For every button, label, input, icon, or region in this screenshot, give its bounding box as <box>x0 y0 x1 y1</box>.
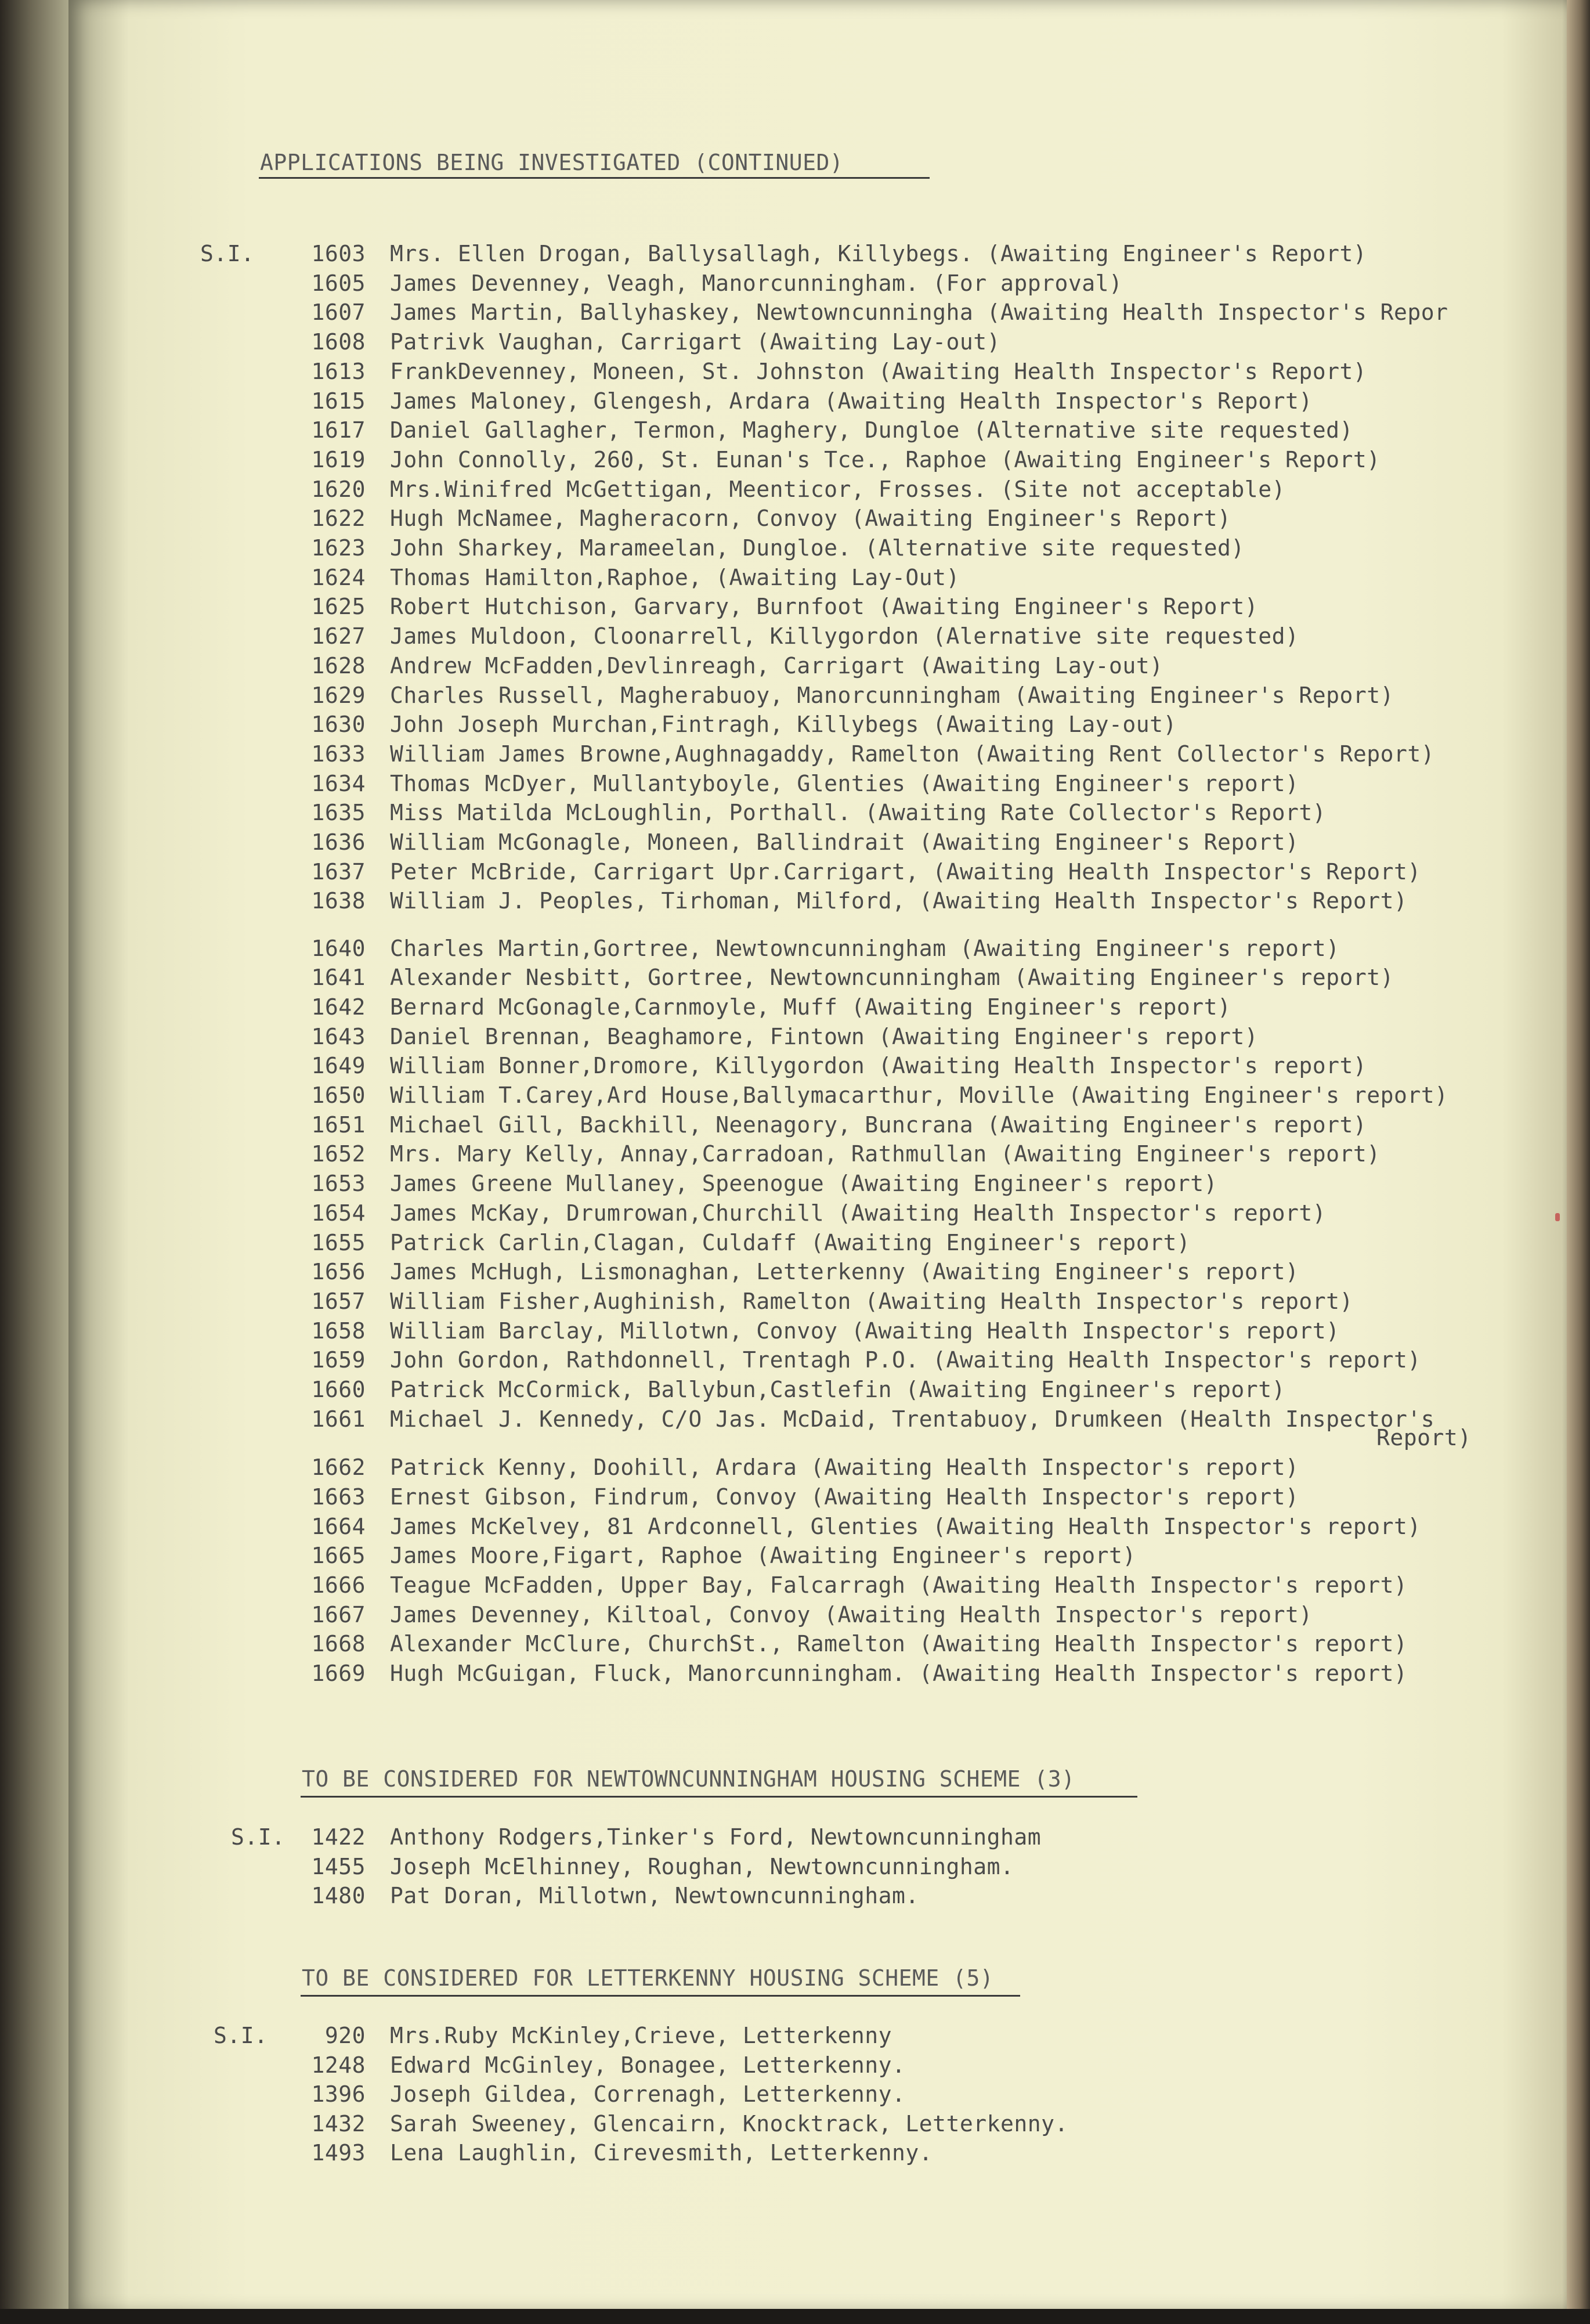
applicant-details: James Maloney, Glengesh, Ardara (Awaiting Health Inspector's Report) <box>390 388 1313 414</box>
application-number: 1655 <box>311 1229 366 1255</box>
application-number: 1653 <box>311 1171 366 1197</box>
applicant-details: James McKelvey, 81 Ardconnell, Glenties (Awaiting Health Inspector's report) <box>390 1513 1421 1539</box>
applicant-details: James Devenney, Veagh, Manorcunningham. (For approval) <box>390 270 1123 296</box>
applicant-details: Hugh McNamee, Magheracorn, Convoy (Awaiting Engineer's Report) <box>390 506 1231 532</box>
applicant-details: Michael J. Kennedy, C/O Jas. McDaid, Trentabuoy, Drumkeen (Health Inspector's <box>390 1406 1435 1432</box>
applicant-details: William J. Peoples, Tirhoman, Milford, (Awaiting Health Inspector's Report) <box>390 888 1408 914</box>
applicant-details: John Sharkey, Marameelan, Dungloe. (Alternative site requested) <box>390 535 1245 561</box>
application-number: 1627 <box>311 623 366 649</box>
applicant-details: Charles Russell, Magherabuoy, Manorcunningham (Awaiting Engineer's Report) <box>390 682 1394 708</box>
applicant-details: Mrs. Mary Kelly, Annay,Carradoan, Rathmullan (Awaiting Engineer's report) <box>390 1141 1381 1167</box>
application-number: 1661 <box>311 1406 366 1432</box>
application-number: 1603 <box>311 241 366 266</box>
si-prefix: S.I. <box>231 1824 286 1850</box>
applicant-details: Hugh McGuigan, Fluck, Manorcunningham. (Awaiting Health Inspector's report) <box>390 1661 1408 1687</box>
applicant-details-continued: Report) <box>1376 1425 1472 1451</box>
application-number: 1396 <box>311 2081 366 2107</box>
application-number: 1455 <box>311 1853 366 1879</box>
application-number: 1637 <box>311 858 366 885</box>
application-number: 1633 <box>311 741 366 767</box>
application-number: 1634 <box>311 770 366 796</box>
applicant-details: Joseph McElhinney, Roughan, Newtowncunningham. <box>390 1853 1014 1879</box>
applicant-details: James Martin, Ballyhaskey, Newtowncunningha (Awaiting Health Inspector's Repor <box>390 299 1448 326</box>
application-number: 1650 <box>311 1082 366 1109</box>
application-number: 1666 <box>311 1572 366 1598</box>
section-heading-underline <box>301 1796 1137 1798</box>
application-number: 1667 <box>311 1601 366 1627</box>
application-number: 1651 <box>311 1112 366 1138</box>
application-number: 1668 <box>311 1631 366 1657</box>
application-number: 1638 <box>311 888 366 914</box>
application-number: 1642 <box>311 994 366 1020</box>
applicant-details: Thomas Hamilton,Raphoe, (Awaiting Lay-Out) <box>390 564 960 590</box>
applicant-details: Patrick Carlin,Clagan, Culdaff (Awaiting Engineer's report) <box>390 1229 1191 1255</box>
applicant-details: Miss Matilda McLoughlin, Porthall. (Awaiting Rate Collector's Report) <box>390 800 1327 826</box>
application-number: 1625 <box>311 594 366 620</box>
applicant-details: Daniel Gallagher, Termon, Maghery, Dungloe (Alternative site requested) <box>390 417 1353 443</box>
applicant-details: Pat Doran, Millotwn, Newtowncunningham. <box>390 1883 919 1908</box>
applicant-details: John Joseph Murchan,Fintragh, Killybegs (Awaiting Lay-out) <box>390 712 1177 738</box>
application-number: 1608 <box>311 329 366 355</box>
application-number: 1624 <box>311 564 366 590</box>
application-number: 1493 <box>311 2140 366 2166</box>
application-number: 1623 <box>311 535 366 561</box>
application-number: 1640 <box>311 935 366 961</box>
applicant-details: John Connolly, 260, St. Eunan's Tce., Raphoe (Awaiting Engineer's Report) <box>390 446 1381 472</box>
applicant-details: William James Browne,Aughnagaddy, Ramelton (Awaiting Rent Collector's Report) <box>390 741 1435 767</box>
applicant-details: James McKay, Drumrowan,Churchill (Awaiting Health Inspector's report) <box>390 1200 1327 1226</box>
application-number: 1641 <box>311 965 366 991</box>
section-heading-underline <box>301 1995 1020 1997</box>
applicant-details: Ernest Gibson, Findrum, Convoy (Awaiting Health Inspector's report) <box>390 1484 1299 1510</box>
applicant-details: William Bonner,Dromore, Killygordon (Awaiting Health Inspector's report) <box>390 1053 1367 1079</box>
application-number: 1659 <box>311 1347 366 1373</box>
application-number: 1635 <box>311 800 366 826</box>
applicant-details: Alexander Nesbitt, Gortree, Newtowncunningham (Awaiting Engineer's report) <box>390 965 1394 991</box>
application-number: 1617 <box>311 417 366 443</box>
application-number: 1422 <box>311 1824 366 1850</box>
application-number: 1643 <box>311 1023 366 1049</box>
applicant-details: Daniel Brennan, Beaghamore, Fintown (Awaiting Engineer's report) <box>390 1023 1259 1049</box>
application-number: 1662 <box>311 1455 366 1481</box>
applicant-details: James Moore,Figart, Raphoe (Awaiting Engineer's report) <box>390 1543 1136 1569</box>
applicant-details: Mrs.Ruby McKinley,Crieve, Letterkenny <box>390 2023 892 2048</box>
section-heading-underline <box>259 177 930 179</box>
application-number: 1605 <box>311 270 366 296</box>
application-number: 1654 <box>311 1200 366 1226</box>
application-number: 1657 <box>311 1288 366 1314</box>
application-number: 1620 <box>311 476 366 502</box>
applicant-details: Mrs.Winifred McGettigan, Meenticor, Frosses. (Site not acceptable) <box>390 476 1285 502</box>
application-number: 1658 <box>311 1318 366 1344</box>
section-heading-letterkenny: TO BE CONSIDERED FOR LETTERKENNY HOUSING SCHEME (5) <box>302 1965 994 1991</box>
application-number: 1660 <box>311 1377 366 1403</box>
application-number: 1629 <box>311 682 366 708</box>
applicant-details: William T.Carey,Ard House,Ballymacarthur, Moville (Awaiting Engineer's report) <box>390 1082 1448 1109</box>
application-number: 1663 <box>311 1484 366 1510</box>
applicant-details: Patrivk Vaughan, Carrigart (Awaiting Lay-out) <box>390 329 1001 355</box>
application-number: 1665 <box>311 1543 366 1569</box>
applicant-details: Robert Hutchison, Garvary, Burnfoot (Awaiting Engineer's Report) <box>390 594 1259 620</box>
application-number: 920 <box>324 2023 366 2048</box>
applicant-details: James Muldoon, Cloonarrell, Killygordon (Alernative site requested) <box>390 623 1299 649</box>
application-number: 1630 <box>311 712 366 738</box>
application-number: 1613 <box>311 358 366 384</box>
application-number: 1615 <box>311 388 366 414</box>
application-number: 1480 <box>311 1883 366 1908</box>
applicant-details: Edward McGinley, Bonagee, Letterkenny. <box>390 2052 906 2078</box>
applicant-details: FrankDevenney, Moneen, St. Johnston (Awaiting Health Inspector's Report) <box>390 358 1367 384</box>
application-number: 1664 <box>311 1513 366 1539</box>
si-prefix: S.I. <box>200 241 255 266</box>
applicant-details: Thomas McDyer, Mullantyboyle, Glenties (Awaiting Engineer's report) <box>390 770 1299 796</box>
applicant-details: Patrick McCormick, Ballybun,Castlefin (Awaiting Engineer's report) <box>390 1377 1285 1403</box>
applicant-details: James McHugh, Lismonaghan, Letterkenny (Awaiting Engineer's report) <box>390 1259 1299 1285</box>
application-number: 1669 <box>311 1661 366 1687</box>
applicant-details: James Greene Mullaney, Speenogue (Awaiting Engineer's report) <box>390 1171 1218 1197</box>
application-number: 1656 <box>311 1259 366 1285</box>
applicant-details: Anthony Rodgers,Tinker's Ford, Newtowncunningham <box>390 1824 1042 1850</box>
applicant-details: Lena Laughlin, Cirevesmith, Letterkenny. <box>390 2140 933 2166</box>
applicant-details: Michael Gill, Backhill, Neenagory, Buncrana (Awaiting Engineer's report) <box>390 1112 1367 1138</box>
section-heading-investigated: APPLICATIONS BEING INVESTIGATED (CONTINUED) <box>260 150 844 175</box>
application-number: 1628 <box>311 652 366 679</box>
applicant-details: William Fisher,Aughinish, Ramelton (Awaiting Health Inspector's report) <box>390 1288 1353 1314</box>
applicant-details: Peter McBride, Carrigart Upr.Carrigart, (Awaiting Health Inspector's Report) <box>390 858 1421 885</box>
application-number: 1652 <box>311 1141 366 1167</box>
applicant-details: Sarah Sweeney, Glencairn, Knocktrack, Letterkenny. <box>390 2110 1068 2137</box>
applicant-details: Bernard McGonagle,Carnmoyle, Muff (Awaiting Engineer's report) <box>390 994 1231 1020</box>
application-number: 1636 <box>311 829 366 855</box>
applicant-details: Mrs. Ellen Drogan, Ballysallagh, Killybegs. (Awaiting Engineer's Report) <box>390 241 1367 266</box>
applicant-details: Patrick Kenny, Doohill, Ardara (Awaiting Health Inspector's report) <box>390 1455 1299 1481</box>
applicant-details: Teague McFadden, Upper Bay, Falcarragh (Awaiting Health Inspector's report) <box>390 1572 1408 1598</box>
application-number: 1248 <box>311 2052 366 2078</box>
application-number: 1607 <box>311 299 366 326</box>
section-heading-newtowncunningham: TO BE CONSIDERED FOR NEWTOWNCUNNINGHAM HOUSING SCHEME (3) <box>302 1766 1075 1792</box>
applicant-details: James Devenney, Kiltoal, Convoy (Awaiting Health Inspector's report) <box>390 1601 1313 1627</box>
si-prefix: S.I. <box>214 2023 268 2048</box>
applicant-details: Joseph Gildea, Correnagh, Letterkenny. <box>390 2081 906 2107</box>
applicant-details: Alexander McClure, ChurchSt., Ramelton (Awaiting Health Inspector's report) <box>390 1631 1408 1657</box>
application-number: 1622 <box>311 506 366 532</box>
application-number: 1619 <box>311 446 366 472</box>
applicant-details: William McGonagle, Moneen, Ballindrait (Awaiting Engineer's Report) <box>390 829 1299 855</box>
applicant-details: Andrew McFadden,Devlinreagh, Carrigart (Awaiting Lay-out) <box>390 652 1163 679</box>
applicant-details: Charles Martin,Gortree, Newtowncunningham (Awaiting Engineer's report) <box>390 935 1340 961</box>
application-number: 1649 <box>311 1053 366 1079</box>
application-number: 1432 <box>311 2110 366 2137</box>
applicant-details: William Barclay, Millotwn, Convoy (Awaiting Health Inspector's report) <box>390 1318 1340 1344</box>
applicant-details: John Gordon, Rathdonnell, Trentagh P.O. (Awaiting Health Inspector's report) <box>390 1347 1421 1373</box>
